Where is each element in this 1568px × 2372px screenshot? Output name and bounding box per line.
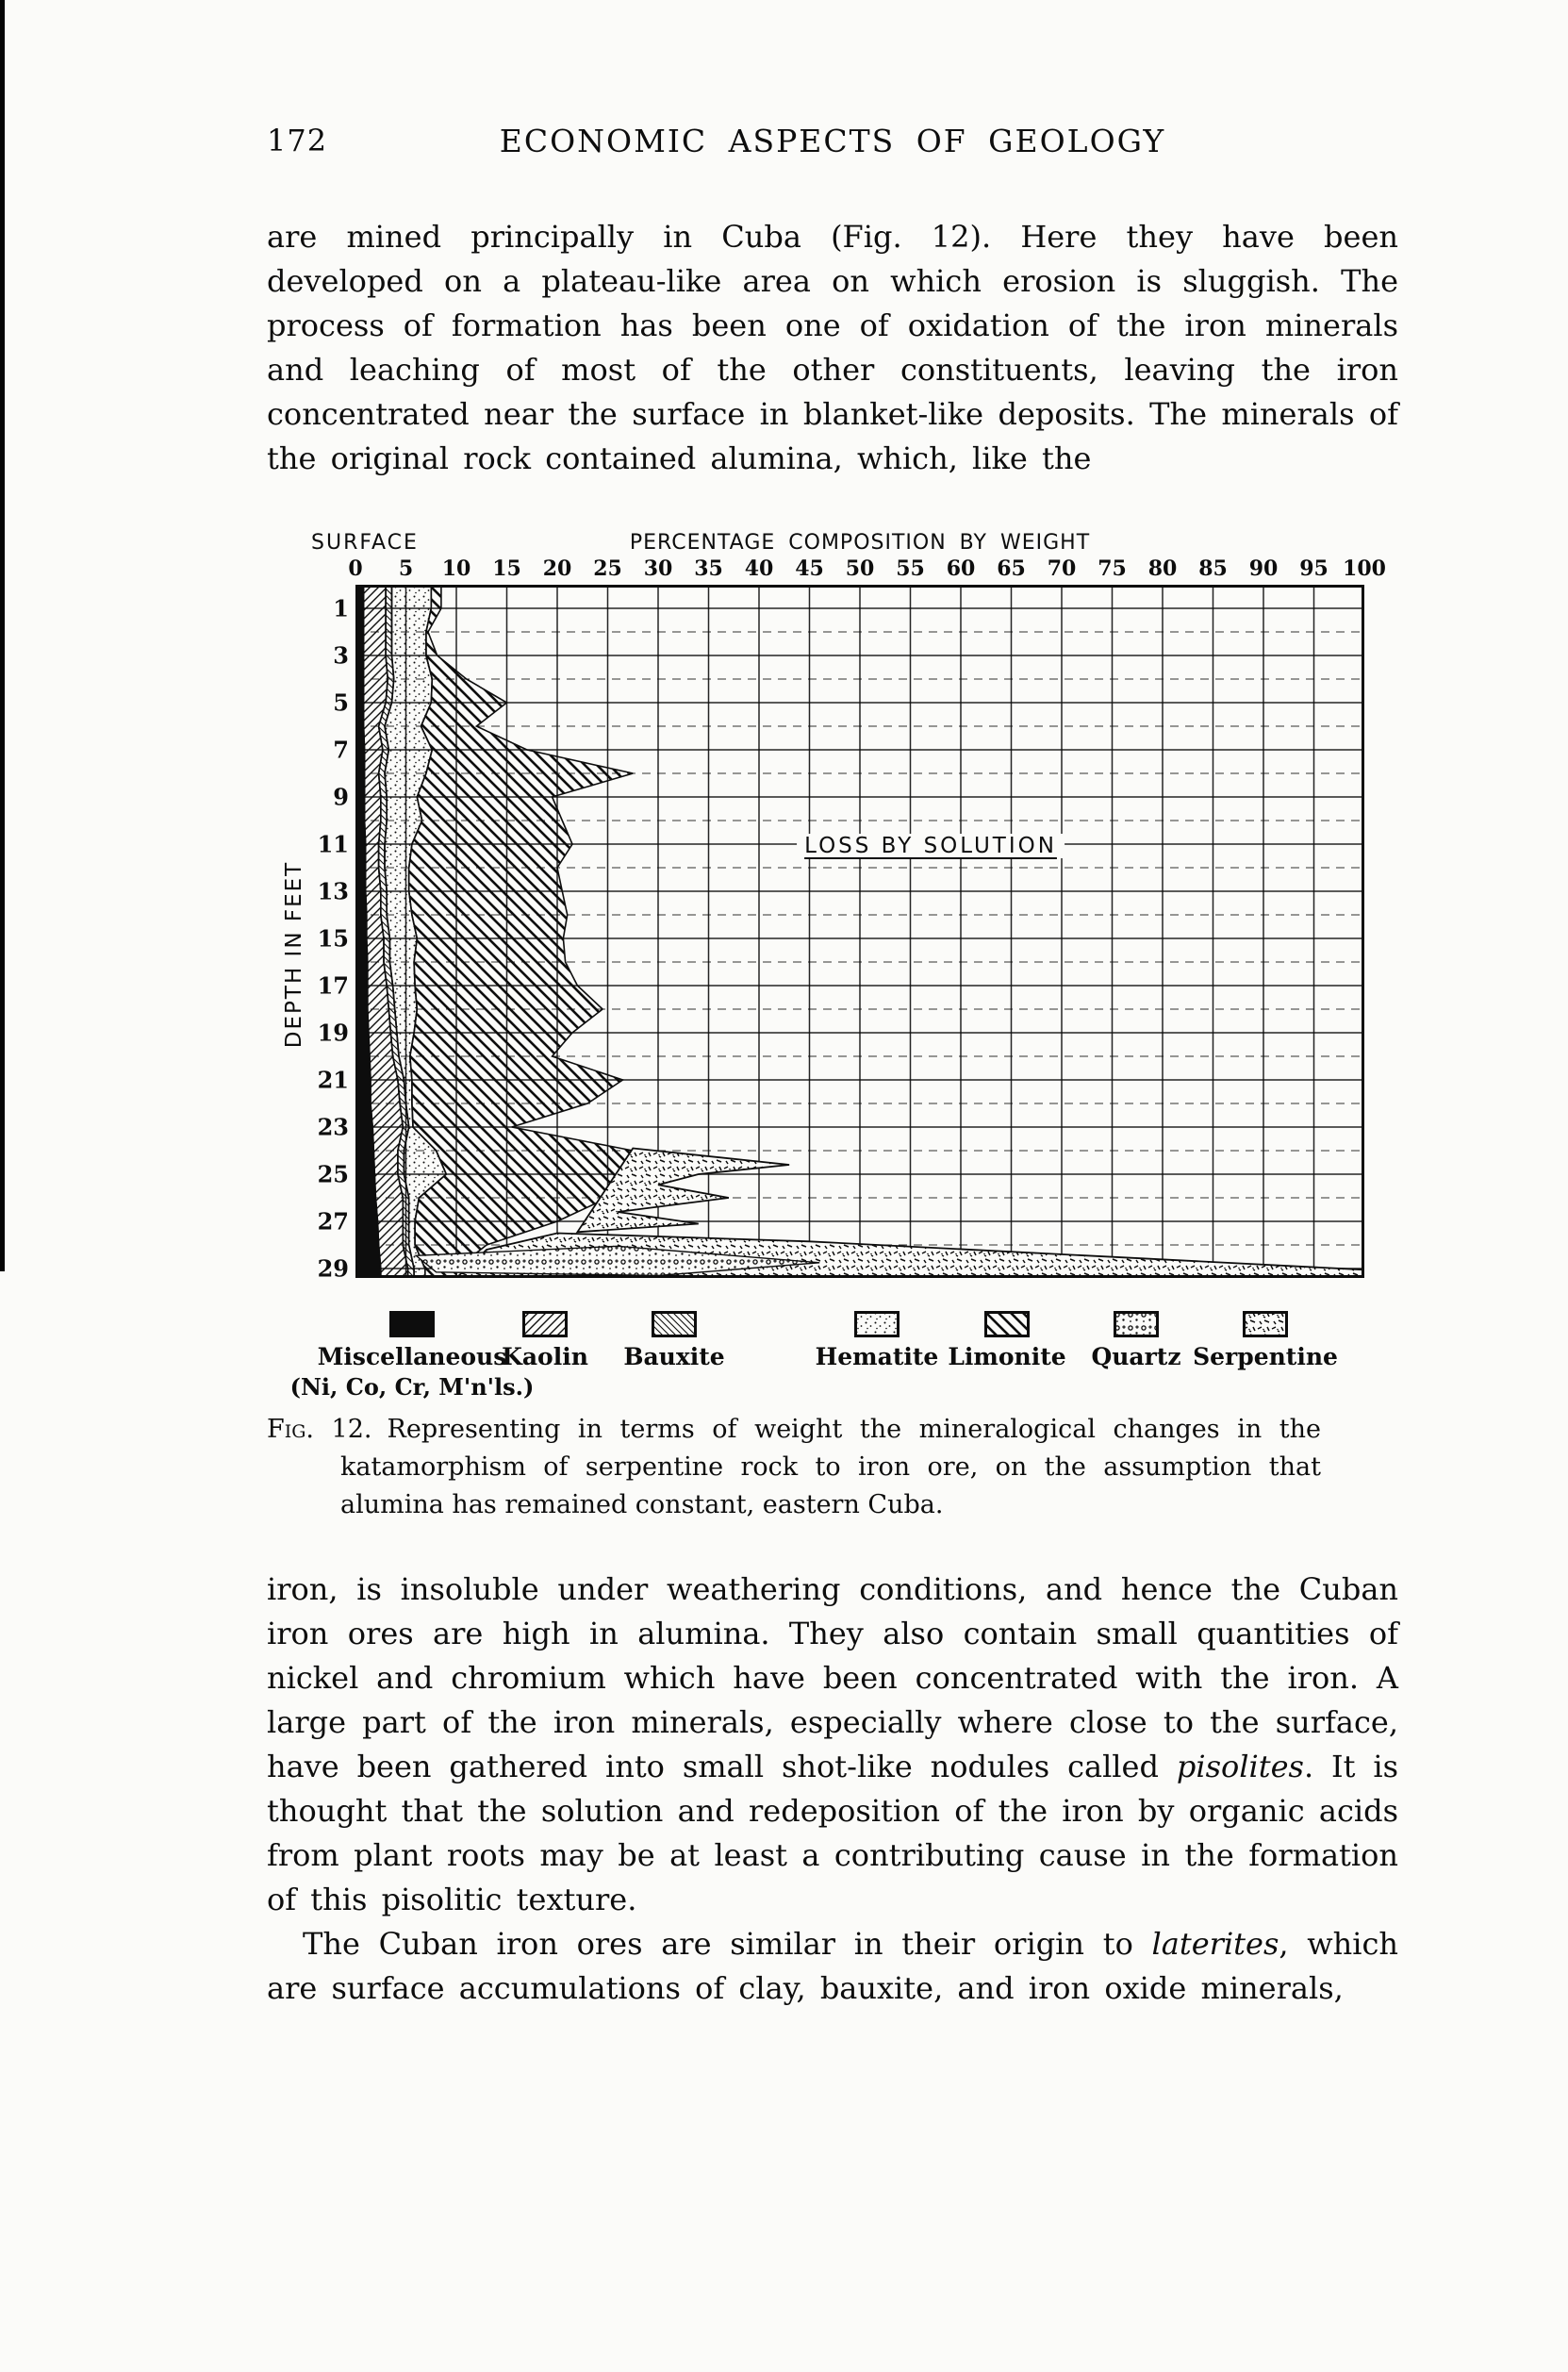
depth-tick-label: 17 (317, 971, 349, 1000)
x-tick-label: 75 (1098, 556, 1127, 581)
legend-item-limonite (932, 1311, 1082, 1372)
x-tick-label: 45 (795, 556, 824, 581)
surface-label: SURFACE (311, 531, 419, 555)
composition-chart-svg (355, 585, 1364, 1278)
x-tick-label: 5 (398, 556, 414, 581)
x-tick-label: 90 (1248, 556, 1279, 581)
x-tick-label: 70 (1047, 556, 1077, 581)
figure-caption-text: Representing in terms of weight the mineralogical changes in the katamorphism of serpentine rock to iron ore, on the assumption that alumina has remained constant, eastern Cuba. (340, 1415, 1321, 1519)
loss-by-solution-annotation: LOSS BY SOLUTION (797, 834, 1065, 858)
legend-label: Quartz (1091, 1343, 1181, 1370)
legend-swatch-quartz-icon (1114, 1311, 1159, 1337)
legend-swatch-hematite-icon (854, 1311, 900, 1337)
depth-tick-label: 21 (317, 1066, 349, 1094)
paragraph-2: iron, is insoluble under weathering conditions, and hence the Cuban iron ores are high in alumina. They also contain small quantities of nickel and chromium which have been concentrated with the iron. A large part of the iron minerals, especially where close to the surface, have been gathered into small shot-like nodules called pisolites. It is thought that the solution and redeposition of the iron by organic acids from plant roots may be at least a contributing cause in the formation of this pisolitic texture. (267, 1571, 1399, 1917)
depth-tick-label: 29 (317, 1254, 349, 1283)
x-tick-label: 65 (997, 556, 1026, 581)
x-tick-label: 0 (348, 556, 363, 581)
body-text-lower (267, 1568, 1398, 2011)
depth-tick-label: 15 (317, 924, 349, 953)
legend-item-kaolin (470, 1311, 620, 1372)
legend-swatch-limonite-icon (984, 1311, 1030, 1337)
x-tick-label: 95 (1299, 556, 1329, 581)
legend-item-serpentine (1190, 1311, 1341, 1372)
x-tick-label: 15 (492, 556, 521, 581)
legend-item-bauxite (599, 1311, 750, 1372)
x-tick-label: 100 (1343, 556, 1386, 581)
legend-label: Limonite (948, 1343, 1066, 1370)
figure-caption (267, 1411, 1321, 1524)
legend-label: Kaolin (502, 1343, 588, 1370)
x-tick-label: 55 (896, 556, 925, 581)
y-axis-title: DEPTH IN FEET (282, 860, 306, 1049)
x-axis-title: PERCENTAGE COMPOSITION BY WEIGHT (629, 531, 1091, 555)
page-number: 172 (267, 123, 328, 158)
running-title: ECONOMIC ASPECTS OF GEOLOGY (499, 123, 1166, 159)
legend-swatch-miscellaneous-icon (389, 1311, 435, 1337)
legend-swatch-bauxite-icon (652, 1311, 697, 1337)
legend-label: Bauxite (623, 1343, 725, 1370)
x-tick-label: 40 (744, 556, 774, 581)
legend-item-hematite (801, 1311, 952, 1372)
depth-tick-label: 13 (317, 877, 349, 905)
x-tick-label: 85 (1198, 556, 1228, 581)
depth-tick-label: 1 (333, 594, 349, 622)
x-tick-label: 20 (542, 556, 572, 581)
depth-tick-label: 5 (333, 688, 349, 717)
depth-tick-label: 27 (317, 1207, 349, 1236)
figure-caption-label: Fig. 12. (267, 1415, 372, 1444)
legend-label: Serpentine (1193, 1343, 1338, 1370)
legend-label: Miscellaneous (317, 1343, 507, 1370)
depth-tick-label: 11 (317, 830, 349, 858)
depth-tick-label: 23 (317, 1113, 349, 1141)
composition-chart (355, 585, 1364, 1278)
legend-item-quartz (1061, 1311, 1212, 1372)
legend-swatch-kaolin-icon (522, 1311, 568, 1337)
legend-label: Hematite (815, 1343, 939, 1370)
legend-sublabel: (Ni, Co, Cr, M'n'ls.) (289, 1373, 535, 1401)
x-tick-label: 35 (694, 556, 723, 581)
x-tick-label: 80 (1147, 556, 1178, 581)
depth-tick-label: 7 (333, 736, 349, 764)
depth-tick-label: 19 (317, 1019, 349, 1047)
depth-tick-label: 9 (333, 783, 349, 811)
x-tick-label: 60 (946, 556, 976, 581)
x-tick-label: 25 (593, 556, 622, 581)
x-tick-label: 10 (441, 556, 471, 581)
depth-tick-label: 25 (317, 1160, 349, 1188)
x-tick-label: 50 (845, 556, 875, 581)
paragraph-3: The Cuban iron ores are similar in their origin to laterites, which are surface accumulations of clay, bauxite, and iron oxide minerals, (267, 1926, 1399, 2006)
x-tick-label: 30 (643, 556, 673, 581)
depth-tick-label: 3 (333, 641, 349, 670)
paragraph-1: are mined principally in Cuba (Fig. 12). Here they have been developed on a plateau-like area on which erosion is sluggish. The process of formation has been one of oxidation of the iron minerals and leaching of most of the other constituents, leaving the iron concentrated near the surface in blanket-like deposits. The minerals of the original rock contained alumina, which, like the (267, 219, 1398, 476)
legend-swatch-serpentine-icon (1243, 1311, 1288, 1337)
